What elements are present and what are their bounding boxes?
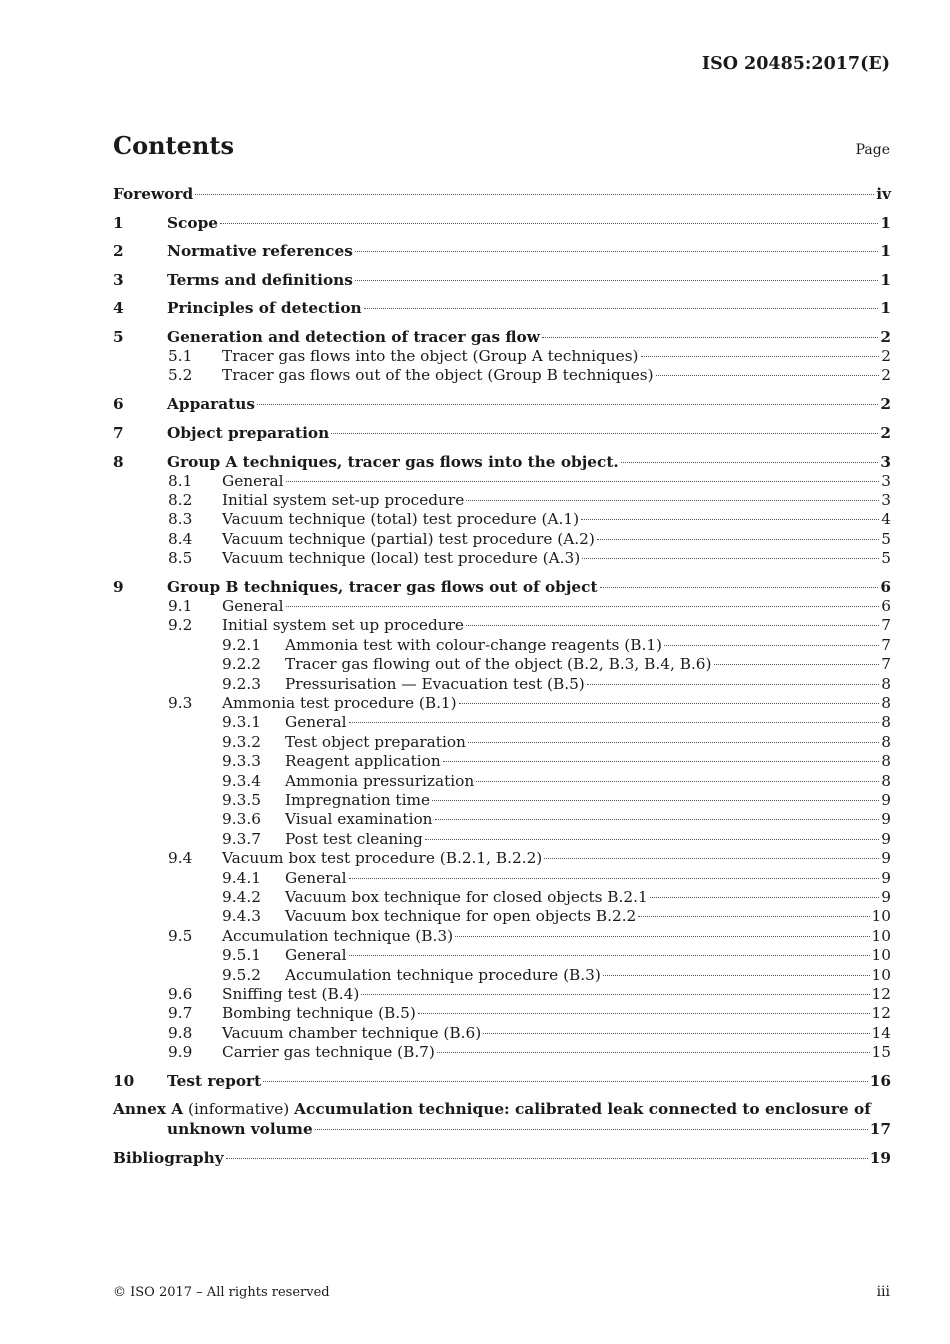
toc-entry-title: Vacuum box technique for open objects B.2.2 [285, 907, 637, 926]
toc-entry[interactable] [113, 347, 891, 366]
toc-entry[interactable] [113, 270, 891, 290]
toc-entry-title: Vacuum chamber technique (B.6) [222, 1023, 482, 1042]
toc-entry-title: Group A techniques, tracer gas flows into the object. [167, 452, 619, 471]
toc-entry-page: 5 [881, 549, 891, 568]
dot-leader [483, 1033, 869, 1034]
toc-entry[interactable] [113, 927, 891, 946]
toc-entry-page: 12 [871, 1004, 891, 1023]
annex-page: 17 [869, 1120, 891, 1139]
toc-entry[interactable] [113, 733, 891, 752]
dot-leader [641, 356, 880, 357]
dot-leader [437, 1052, 870, 1053]
toc-entry-title: Initial system set up procedure [222, 616, 464, 635]
annex-title-line2: unknown volume [167, 1120, 313, 1139]
toc-entry[interactable] [113, 830, 891, 849]
toc-entry[interactable] [113, 713, 891, 732]
dot-leader [656, 375, 880, 376]
toc-entry[interactable] [113, 810, 891, 829]
toc-entry-number: 9.3.4 [222, 771, 261, 790]
toc-entry[interactable] [113, 491, 891, 510]
toc-entry-number: 9.3.7 [222, 829, 261, 848]
toc-entry[interactable] [113, 616, 891, 635]
dot-leader [597, 539, 879, 540]
toc-entry-number: 8 [113, 452, 124, 471]
toc-entry-title: Visual examination [285, 810, 433, 829]
toc-entry[interactable] [113, 907, 891, 926]
toc-entry-title: Object preparation [167, 423, 330, 442]
toc-entry-number: 9.1 [168, 597, 193, 616]
dot-leader [349, 955, 870, 956]
toc-entry-title: Tracer gas flowing out of the object (B.2, B.3, B.4, B.6) [285, 655, 712, 674]
toc-entry[interactable] [113, 675, 891, 694]
dot-leader [544, 858, 879, 859]
dot-leader [650, 897, 880, 898]
toc-entry[interactable] [113, 1071, 891, 1091]
dot-leader [638, 916, 869, 917]
toc-entry[interactable] [113, 366, 891, 385]
toc-entry-page: 9 [881, 790, 891, 809]
toc-entry[interactable] [113, 752, 891, 771]
dot-leader [600, 587, 879, 588]
toc-entry-page: 10 [871, 926, 891, 945]
toc-entry-page: 1 [880, 213, 891, 232]
toc-entry-number: 5.2 [168, 366, 193, 385]
dot-leader [459, 703, 880, 704]
toc-entry-page: 6 [881, 597, 891, 616]
toc-entry-page: 8 [881, 732, 891, 751]
toc-entry-number: 8.1 [168, 471, 193, 490]
copyright-footer: © ISO 2017 – All rights reserved [113, 1285, 330, 1300]
toc-entry[interactable] [113, 1004, 891, 1023]
toc-entry-title: Initial system set-up procedure [222, 490, 465, 509]
toc-entry-title: Tracer gas flows into the object (Group A techniques) [222, 346, 639, 365]
annex-title-line1: Accumulation technique: calibrated leak connected to enclosure of [294, 1099, 871, 1118]
dot-leader [455, 936, 869, 937]
toc-entry[interactable] [113, 452, 891, 472]
dot-leader [621, 462, 879, 463]
toc-entry-page: 3 [881, 490, 891, 509]
dot-leader [195, 194, 874, 195]
toc-entry[interactable] [113, 597, 891, 616]
toc-entry-number: 9.2.3 [222, 674, 261, 693]
toc-entry-title: Apparatus [167, 395, 255, 414]
toc-entry-page: 9 [881, 887, 891, 906]
dot-leader [468, 742, 879, 743]
toc-entry-number: 9.5 [168, 926, 193, 945]
toc-entry-page: 9 [881, 868, 891, 887]
toc-entry[interactable] [113, 241, 891, 261]
dot-leader [355, 251, 879, 252]
dot-leader [315, 1129, 868, 1130]
toc-entry-number: 9.3 [168, 694, 193, 713]
toc-entry-number: 9.3.3 [222, 752, 261, 771]
toc-entry-page: 8 [881, 674, 891, 693]
dot-leader [542, 337, 878, 338]
toc-entry[interactable] [113, 772, 891, 791]
toc-entry-number: 9.4.1 [222, 868, 261, 887]
toc-entry-number: 9.3.5 [222, 790, 261, 809]
toc-entry-number: 9.2 [168, 616, 193, 635]
dot-leader [263, 1081, 868, 1082]
table-of-contents [113, 184, 891, 1168]
toc-entry-title: Normative references [167, 242, 353, 261]
toc-entry[interactable] [113, 394, 891, 414]
toc-bibliography-entry[interactable] [113, 1148, 891, 1168]
dot-leader [257, 404, 878, 405]
toc-entry[interactable] [113, 791, 891, 810]
toc-entry[interactable] [113, 472, 891, 491]
toc-entry[interactable] [113, 888, 891, 907]
toc-entry-page: 1 [880, 270, 891, 289]
toc-entry-page: 10 [871, 946, 891, 965]
toc-entry-title: Vacuum technique (local) test procedure (A.3) [222, 549, 581, 568]
toc-entry-title: Principles of detection [167, 299, 362, 318]
dot-leader [286, 606, 880, 607]
toc-entry-page: 7 [881, 616, 891, 635]
toc-entry-page: 10 [871, 907, 891, 926]
toc-entry-title: Scope [167, 213, 218, 232]
dot-leader [220, 223, 878, 224]
toc-entry-number: 6 [113, 395, 124, 414]
toc-entry[interactable] [113, 298, 891, 318]
toc-entry-title: Terms and definitions [167, 270, 353, 289]
toc-entry-number: 3 [113, 270, 124, 289]
toc-entry-number: 5 [113, 327, 124, 346]
dot-leader [582, 558, 879, 559]
dot-leader [664, 645, 879, 646]
dot-leader [349, 722, 880, 723]
toc-entry-title: Impregnation time [285, 790, 431, 809]
toc-entry[interactable] [113, 694, 891, 713]
toc-entry-page: 1 [880, 242, 891, 261]
dot-leader [361, 994, 869, 995]
toc-entry-title: General [285, 868, 347, 887]
toc-entry-page: 12 [871, 984, 891, 1003]
toc-entry-page: 2 [881, 366, 891, 385]
toc-entry-number: 4 [113, 299, 124, 318]
toc-entry-title: Ammonia test with colour-change reagents (B.1) [285, 635, 663, 654]
toc-entry-title: Group B techniques, tracer gas flows out of object [167, 578, 598, 597]
dot-leader [466, 625, 879, 626]
toc-entry-title: General [222, 597, 284, 616]
dot-leader [587, 684, 879, 685]
toc-entry-page: 8 [881, 771, 891, 790]
toc-entry-number: 10 [113, 1072, 135, 1091]
toc-entry[interactable] [113, 985, 891, 1004]
toc-entry[interactable] [113, 549, 891, 568]
toc-entry[interactable] [113, 655, 891, 674]
toc-entry[interactable] [113, 577, 891, 597]
toc-entry-number: 9.4.2 [222, 887, 261, 906]
toc-entry-page: 9 [881, 829, 891, 848]
dot-leader [331, 433, 878, 434]
toc-entry-page: 3 [880, 452, 891, 471]
toc-entry-page: 10 [871, 965, 891, 984]
toc-entry-number: 9 [113, 578, 124, 597]
dot-leader [714, 664, 880, 665]
toc-entry-page: 2 [880, 327, 891, 346]
toc-entry-title: Accumulation technique procedure (B.3) [285, 965, 601, 984]
toc-entry-number: 9.9 [168, 1043, 193, 1062]
toc-entry-number: 2 [113, 242, 124, 261]
toc-entry-page: 8 [881, 713, 891, 732]
toc-entry-title: General [285, 946, 347, 965]
page-title: Contents [113, 131, 234, 160]
dot-leader [364, 308, 879, 309]
toc-entry[interactable] [113, 1024, 891, 1043]
toc-entry-number: 9.8 [168, 1023, 193, 1042]
toc-entry-page: iv [876, 185, 891, 203]
toc-entry-number: 9.4 [168, 849, 193, 868]
toc-entry[interactable] [113, 530, 891, 549]
toc-entry-title: Reagent application [285, 752, 441, 771]
page-column-label: Page [855, 142, 890, 158]
toc-entry-number: 8.3 [168, 510, 193, 529]
toc-entry[interactable] [113, 423, 891, 443]
dot-leader [466, 500, 879, 501]
toc-entry-page: 9 [881, 810, 891, 829]
toc-entry-number: 9.2.2 [222, 655, 261, 674]
toc-entry-title: Tracer gas flows out of the object (Group B techniques) [222, 366, 654, 385]
toc-annex-entry[interactable] [113, 1100, 891, 1139]
toc-entry-page: 14 [871, 1023, 891, 1042]
toc-entry-title: Sniffing test (B.4) [222, 984, 360, 1003]
toc-entry-title: Vacuum box test procedure (B.2.1, B.2.2) [222, 849, 543, 868]
bibliography-page: 19 [869, 1148, 891, 1167]
toc-entry[interactable] [113, 946, 891, 965]
toc-entry-title: Post test cleaning [285, 829, 423, 848]
toc-entry-number: 9.5.1 [222, 946, 261, 965]
toc-entry-title: Test object preparation [285, 732, 466, 751]
dot-leader [432, 800, 879, 801]
dot-leader [425, 839, 879, 840]
dot-leader [476, 781, 879, 782]
toc-entry[interactable] [113, 636, 891, 655]
toc-entry-title: Bombing technique (B.5) [222, 1004, 416, 1023]
toc-entry-page: 5 [881, 529, 891, 548]
toc-entry-number: 5.1 [168, 346, 193, 365]
toc-entry[interactable] [113, 510, 891, 529]
toc-entry-number: 7 [113, 423, 124, 442]
dot-leader [581, 519, 879, 520]
toc-entry-title: Vacuum technique (total) test procedure (A.1) [222, 510, 580, 529]
dot-leader [349, 878, 880, 879]
toc-entry-title: Ammonia test procedure (B.1) [222, 694, 457, 713]
toc-entry-number: 9.3.2 [222, 732, 261, 751]
toc-entry[interactable] [113, 869, 891, 888]
toc-entry-number: 9.5.2 [222, 965, 261, 984]
toc-entry-number: 8.2 [168, 490, 193, 509]
toc-entry-title: Pressurisation — Evacuation test (B.5) [285, 674, 585, 693]
toc-entry-number: 8.4 [168, 529, 193, 548]
toc-entry-page: 4 [881, 510, 891, 529]
toc-entry-title: Carrier gas technique (B.7) [222, 1043, 435, 1062]
toc-entry-title: Ammonia pressurization [285, 771, 475, 790]
toc-entry-page: 15 [871, 1043, 891, 1062]
toc-entry-number: 9.4.3 [222, 907, 261, 926]
toc-entry-page: 8 [881, 694, 891, 713]
toc-entry-page: 2 [880, 395, 891, 414]
toc-entry-title: Generation and detection of tracer gas flow [167, 327, 540, 346]
dot-leader [435, 819, 880, 820]
toc-entry-number: 9.2.1 [222, 635, 261, 654]
toc-entry-title: General [285, 713, 347, 732]
toc-entry-page: 7 [881, 655, 891, 674]
toc-entry-number: 9.3.1 [222, 713, 261, 732]
toc-entry-number: 9.7 [168, 1004, 193, 1023]
toc-entry[interactable] [113, 849, 891, 868]
toc-entry-page: 9 [881, 849, 891, 868]
toc-entry-title: Vacuum box technique for closed objects B.2.1 [285, 887, 648, 906]
toc-entry-page: 7 [881, 635, 891, 654]
toc-entry-page: 2 [880, 423, 891, 442]
dot-leader [286, 481, 880, 482]
toc-entry-page: 6 [880, 578, 891, 597]
page-number: iii [876, 1284, 890, 1300]
toc-entry-title: Foreword [113, 185, 194, 203]
document-id: ISO 20485:2017(E) [701, 54, 890, 74]
dot-leader [603, 975, 870, 976]
toc-entry-page: 2 [881, 346, 891, 365]
dot-leader [443, 761, 880, 762]
toc-entry-page: 16 [869, 1072, 891, 1091]
toc-entry-number: 9.3.6 [222, 810, 261, 829]
toc-entry-number: 1 [113, 213, 124, 232]
toc-entry[interactable] [113, 184, 891, 204]
toc-entry-title: Test report [167, 1072, 262, 1091]
toc-entry-page: 1 [880, 299, 891, 318]
toc-entry[interactable] [113, 327, 891, 347]
toc-entry-page: 8 [881, 752, 891, 771]
toc-entry-number: 9.6 [168, 984, 193, 1003]
toc-entry-title: Accumulation technique (B.3) [222, 926, 454, 945]
dot-leader [226, 1158, 868, 1159]
toc-entry-title: General [222, 471, 284, 490]
toc-entry[interactable] [113, 1043, 891, 1062]
toc-entry-number: 8.5 [168, 549, 193, 568]
dot-leader [355, 280, 878, 281]
toc-entry-title: Vacuum technique (partial) test procedure (A.2) [222, 529, 595, 548]
dot-leader [418, 1013, 870, 1014]
toc-entry[interactable] [113, 213, 891, 233]
annex-label: Annex A [113, 1099, 184, 1118]
bibliography-title: Bibliography [113, 1148, 224, 1167]
annex-type: (informative) [188, 1099, 290, 1118]
toc-entry-page: 3 [881, 471, 891, 490]
toc-entry[interactable] [113, 966, 891, 985]
